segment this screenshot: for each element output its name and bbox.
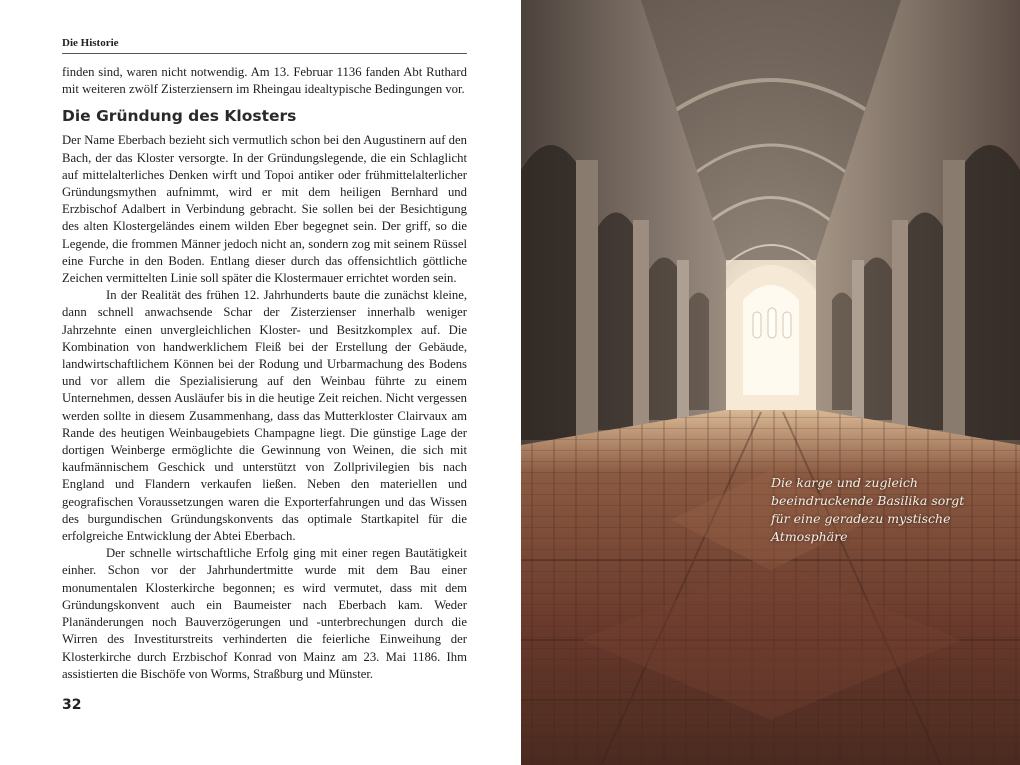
basilica-photo [521, 0, 1020, 765]
paragraph-1: Der Name Eberbach bezieht sich vermutlich schon bei den Augustinern auf den Bach, der das Kloster versorgte. In der Gründungslegende, die ein Schlaglicht auf mittelalterliches Denken wirft und Topoi antiker oder frühmittelalterlicher Gründungsmythen aufnimmt, wird er mit dem heiligen Bernhard und Erzbischof Adalbert in Verbindung gebracht. Sie sollen bei der Besichtigung des alten Klostergeländes einem wilden Eber begegnet sein. Der griff, so die Legende, die frommen Männer jedoch nicht an, sondern zog mit seinem Rüssel eine Furche in den Boden. Entlang dieser durch das offensichtlich göttliche Zeichen vermittelten Linie soll später die Klostermauer errichtet worden sein. [62, 133, 467, 286]
paragraph-3: Der schnelle wirtschaftliche Erfolg ging mit einer regen Bautätigkeit einher. Schon vor der Jahrhundertmitte wurde mit dem Bau einer monumentalen Klosterkirche begonnen; es wird vermutet, dass mit dem Gründungskonvent auch ein Baumeister nach Eberbach kam. Weder Planänderungen noch Bauverzögerungen und -unterbrechungen durch die Wirren des Investiturstreits verhinderten die feierliche Einweihung der Klosterkirche durch Erzbischof Konrad von Mainz am 23. Mai 1186. Ihm assistierten die Bischöfe von Worms, Straßburg und Münster. [62, 546, 467, 681]
paragraph-2: In der Realität des frühen 12. Jahrhunderts baute die zunächst kleine, dann schnell anwachsende Schar der Zisterzienser innerhalb weniger Jahrzehnte einen unvergleichlichen Kloster- und Besitzkomplex auf. Die Kombination von handwerklichem Fleiß bei der Erstellung der Gebäude, landwirtschaftlichem Können bei der Rodung und Urbarmachung des Bodens und vor allem die Spezialisierung auf den Weinbau führte zu einem Unternehmen, dessen Ausläufer bis in die heutige Zeit reichen. Nicht vergessen werden sollte in diesem Zusammenhang, dass das Mutterkloster Clairvaux am Rande des heutigen Weinbaugebiets Champagne liegt. Die günstige Lage der dortigen Weinberge ermöglichte die Gewinnung von Weinen, die sich mit kaufmännischem Geschick und unterstützt von Zollprivilegien bis nach England und Flandern verkaufen ließen. Neben den materiellen und geografischen Voraussetzungen waren die Exporterfahrungen und das Wissen des burgundischen Gründungskonvents das optimale Startkapitel für die erfolgreiche Entwicklung der Abtei Eberbach. [62, 288, 467, 544]
body-text [62, 64, 467, 683]
basilica-nave-illustration [521, 0, 1020, 765]
photo-caption: Die karge und zugleich beeindruckende Basilika sorgt für eine geradezu mystische Atmosphäre [771, 475, 965, 544]
page-number: 32 [62, 697, 82, 713]
section-heading: Die Gründung des Klosters [62, 107, 297, 126]
intro-paragraph: finden sind, waren nicht notwendig. Am 13. Februar 1136 fanden Abt Ruthard mit weiteren zwölf Zisterziensern im Rheingau idealtypische Bedingungen vor. [62, 65, 467, 97]
running-head: Die Historie [62, 37, 467, 54]
